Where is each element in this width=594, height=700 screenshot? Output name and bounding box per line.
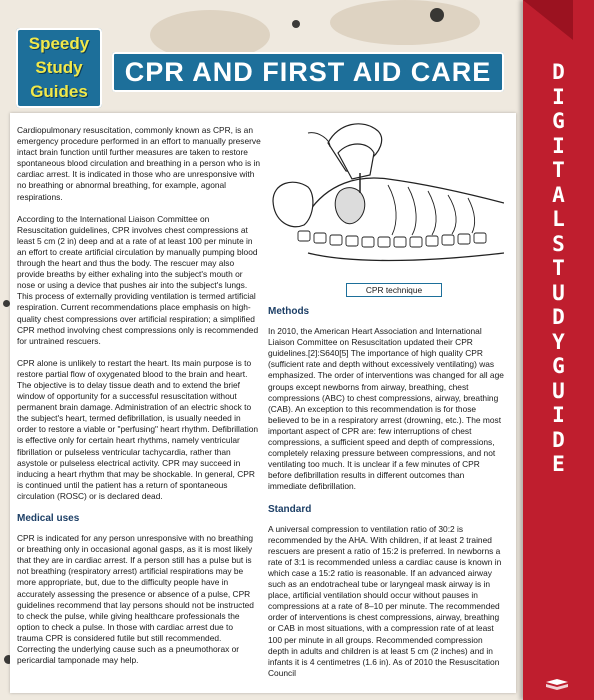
ribbon-letter: D xyxy=(552,305,565,329)
logo-line: Guides xyxy=(30,82,88,101)
body-paragraph: According to the International Liaison Committee on Resuscitation guidelines, CPR involves chest compressions at least 5 cm (2 in) deep and at a rate of at least 100 per minute in an effort to create artificial circulation by manually pumping blood through the heart and thus the body. The rescuer may also provide breaths by either exhaling into the subject's mouth or nose or using a device that pushes air into the subject's lungs. This process of externally providing ventilation is termed artificial respiration. Current recommendations place emphasis on high-quality chest compressions over artificial respiration; a simplified CPR method involving chest compressions only is recommended for untrained rescuers. xyxy=(17,213,259,346)
ribbon-letter: A xyxy=(552,182,565,207)
ribbon-letter: I xyxy=(552,403,565,427)
body-paragraph: CPR is indicated for any person unresponsive with no breathing or breathing only in occasional agonal gasps, as it is most likely that they are in cardiac arrest. If a person still has a pulse but is not breathing (respiratory arrest) artificial respirations may be more appropriate, but, due to the difficulty people have in accurately assessing the presence or absence of a pulse, CPR guidelines recommend that lay persons should not be instructed to check the pulse, while giving healthcare professionals the option to check a pulse. In those with cardiac arrest due to trauma CPR is considered futile but still recommended. Correcting the underlying cause such as a pneumothorax or pericardial tamponade may help. xyxy=(17,533,254,666)
content-card xyxy=(10,113,516,693)
section-heading-medical-uses: Medical uses xyxy=(17,513,80,524)
ribbon-letter: T xyxy=(552,158,565,182)
background-splat xyxy=(430,8,444,22)
background-stain xyxy=(330,0,480,45)
book-icon xyxy=(544,678,570,692)
ribbon-letter: T xyxy=(552,256,565,280)
section-heading-methods: Methods xyxy=(268,306,310,317)
figure-caption: CPR technique xyxy=(346,283,442,297)
left-column xyxy=(17,125,261,677)
speedy-study-guides-logo xyxy=(16,28,102,108)
ribbon-letter: S xyxy=(552,231,565,256)
ribbon-letter: E xyxy=(552,452,565,476)
ribbon-letter: Y xyxy=(552,329,565,354)
ribbon-letter: G xyxy=(552,354,565,378)
ribbon-letter: U xyxy=(552,280,565,305)
ribbon-letter: D xyxy=(552,427,565,452)
ribbon-letter: I xyxy=(552,133,565,158)
section-heading-standard: Standard xyxy=(268,503,312,515)
body-paragraph: In 2010, the American Heart Association and International Liaison Committee on Resuscitation updated their CPR guidelines.[2]:S640[5] The importance of high quality CPR (sufficient rate and depth without excessively ventilating) was emphasized. The order of interventions was changed for all age groups except newborns from airway, breathing, chest compressions (ABC) to chest compressions, airway, breathing (CAB). An exception to this recommendation is for those believed to be in a respiratory arrest (drowning, etc.). The most important aspect of CPR are: few interruptions of chest compressions, a sufficient speed and depth of compressions, completely relaxing pressure between compressions, and not ventilating too much. It is unclear if a few minutes of CPR before defibrillation results in different outcomes than immediate defibrillation. xyxy=(268,326,504,492)
ribbon-letter: G xyxy=(552,109,565,133)
body-paragraph: Cardiopulmonary resuscitation, commonly known as CPR, is an emergency procedure performed in an effort to manually preserve intact brain function until further measures are taken to restore spontaneous blood circulation and breathing in a person who is in cardiac arrest. It is indicated in those who are unresponsive with no breathing or abnormal breathing, for example, agonal respirations. xyxy=(17,125,261,202)
ribbon-letter: I xyxy=(552,84,565,109)
logo-line: Speedy xyxy=(28,34,90,53)
body-paragraph: A universal compression to ventilation ratio of 30:2 is recommended by the AHA. With children, if at least 2 trained rescuers are present a ratio of 15:2 is preferred. In newborns a rate of 3:1 is recommended unless a cardiac cause is known in which case a 15:2 ratio is reasonable. If an advanced airway such as an endotracheal tube or laryngeal mask airway is in place, artificial ventilation should occur without pauses in compressions at a rate of 8–10 per minute. The recommended order of interventions is chest compressions, airway, breathing or CAB in most situations, with a compression rate of at least 100 per minute in all groups. Recommended compression depth in adults and children is at least 5 cm (2 inches) and in infants it is 4 centimetres (1.6 in). As of 2010 the Resuscitation Council xyxy=(268,523,502,678)
ribbon-letter: L xyxy=(552,207,565,231)
cpr-illustration xyxy=(268,113,504,291)
ribbon-label xyxy=(523,60,594,477)
background-splat xyxy=(292,20,300,28)
right-column xyxy=(268,306,504,690)
page-title: CPR AND FIRST AID CARE xyxy=(112,52,504,92)
ribbon-letter: D xyxy=(552,60,565,84)
body-paragraph: CPR alone is unlikely to restart the heart. Its main purpose is to restore partial flow of oxygenated blood to the brain and heart. The objective is to delay tissue death and to extend the brief window of opportunity for a successful resuscitation without permanent brain damage. Administration of an electric shock to the subject's heart, termed defibrillation, is usually needed in order to restore a viable or "perfusing" heart rhythm. Defibrillation is effective only for certain heart rhythms, namely ventricular fibrillation or pulseless ventricular tachycardia, rather than asystole or pulseless electrical activity. CPR may succeed in inducing a heart rhythm that may be shockable. In general, CPR is continued until the patient has a return of spontaneous circulation (ROSC) or is declared dead. xyxy=(17,357,259,501)
logo-line: Study xyxy=(35,58,83,77)
background-splat xyxy=(3,300,10,307)
ribbon-letter: U xyxy=(552,378,565,403)
